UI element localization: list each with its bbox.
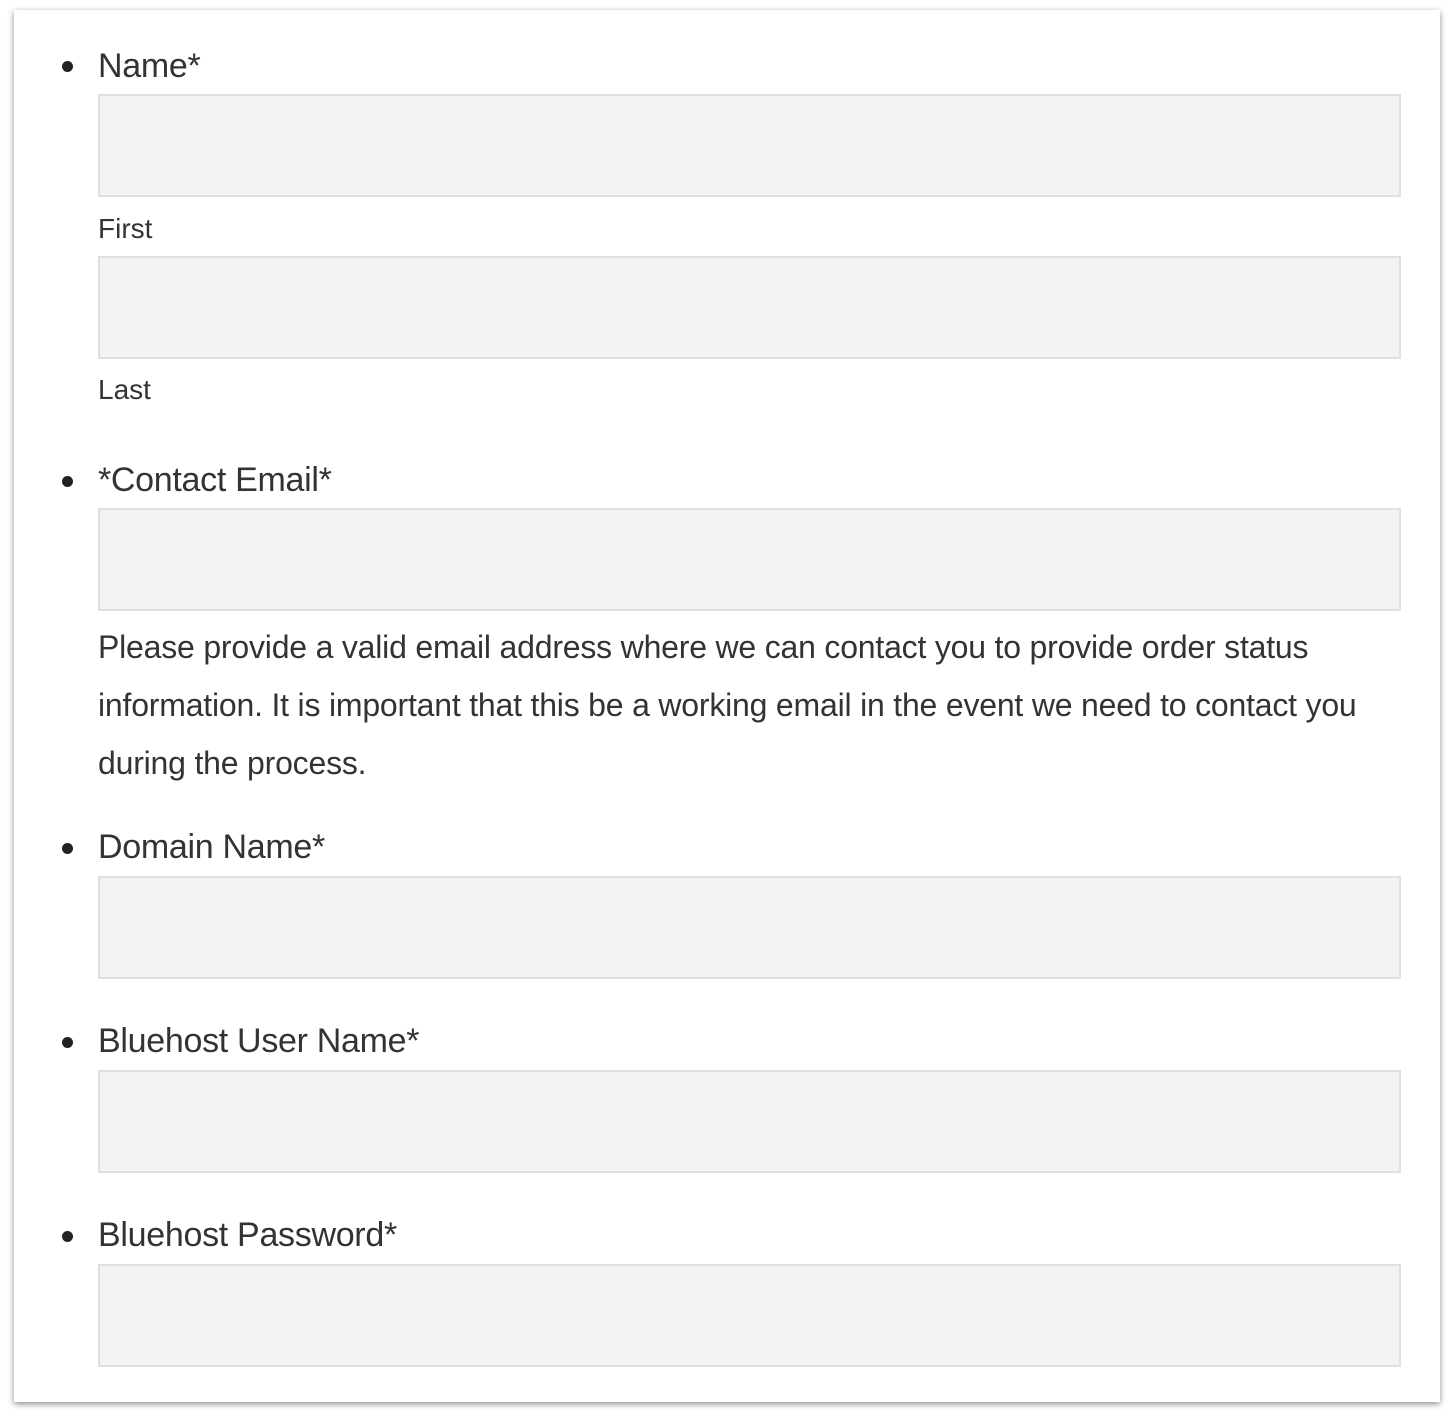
list-bullet	[62, 843, 73, 854]
first-sublabel: First	[98, 213, 153, 244]
list-bullet	[62, 1231, 73, 1242]
list-bullet	[62, 476, 73, 487]
first-name-input[interactable]	[98, 94, 1401, 197]
bluehost-password-input[interactable]	[98, 1264, 1401, 1367]
domain-name-input[interactable]	[98, 876, 1401, 979]
last-name-input[interactable]	[98, 256, 1401, 359]
bluehost-username-label: Bluehost User Name*	[98, 1022, 420, 1060]
contact-email-description: Please provide a valid email address where we can contact you to provide order status information. It is important that this be a working email in the event we need to contact you during the process.	[98, 629, 1357, 781]
contact-email-label: *Contact Email*	[98, 461, 332, 499]
last-sublabel: Last	[98, 374, 151, 405]
domain-name-label: Domain Name*	[98, 828, 325, 866]
list-bullet	[62, 1037, 73, 1048]
list-bullet	[62, 61, 73, 72]
bluehost-username-input[interactable]	[98, 1070, 1401, 1173]
name-label: Name*	[98, 47, 201, 85]
bluehost-password-label: Bluehost Password*	[98, 1216, 397, 1254]
contact-email-input[interactable]	[98, 508, 1401, 611]
